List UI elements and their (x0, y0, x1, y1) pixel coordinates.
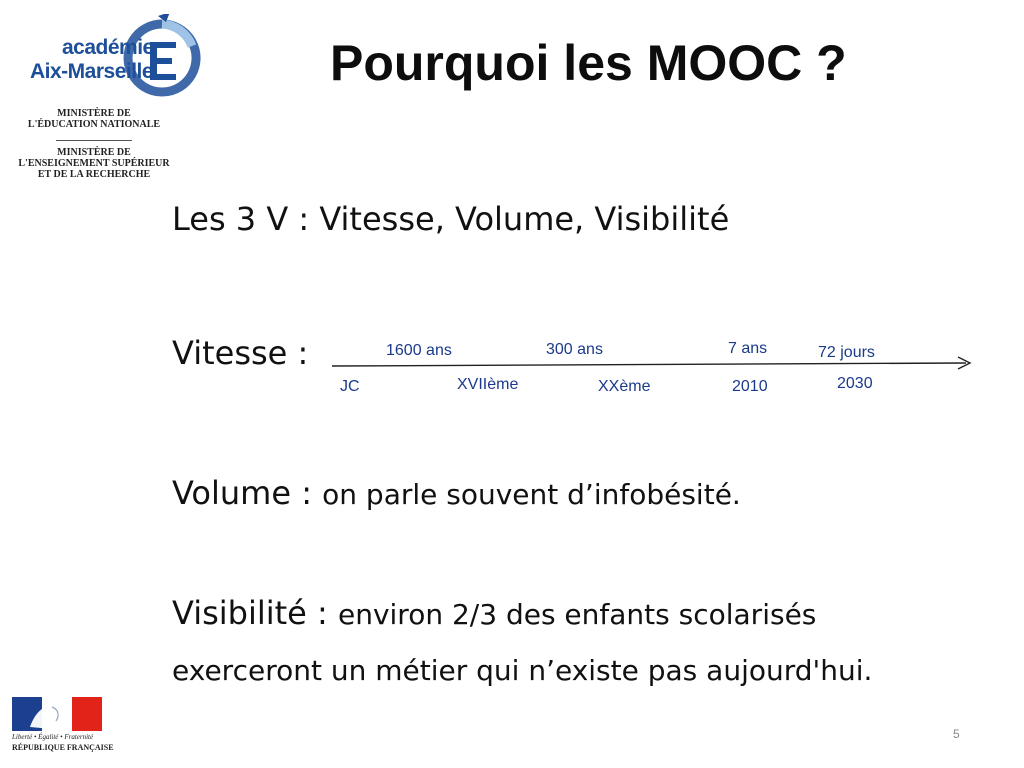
ministere-ens-line2: L'ENSEIGNEMENT SUPÉRIEUR (18, 158, 170, 169)
ministere-enseignement (10, 147, 178, 180)
timeline-below-label: JC (340, 378, 360, 395)
timeline-below-label: 2010 (732, 378, 768, 395)
volume-label: Volume : (172, 474, 323, 512)
timeline-above-label: 1600 ans (386, 342, 452, 359)
republique-name: RÉPUBLIQUE FRANÇAISE (12, 743, 114, 752)
ministere-divider (56, 140, 132, 141)
vitesse-label: Vitesse : (172, 334, 309, 372)
timeline-below-label: XVIIème (457, 376, 519, 393)
timeline-above-label: 72 jours (818, 344, 875, 361)
republique-francaise-logo (12, 697, 114, 753)
aix-marseille-text: Aix-Marseille (30, 60, 154, 83)
timeline-below-label: 2030 (837, 375, 873, 392)
slide-number: 5 (953, 727, 960, 741)
visibilite-text2: exerceront un métier qui n’existe pas aujourd'hui. (172, 654, 873, 687)
visibilite-text1: environ 2/3 des enfants scolarisés (337, 598, 817, 631)
academie-text: académie (62, 36, 154, 59)
slide-title: Pourquoi les MOOC ? (330, 35, 847, 91)
timeline-above-label: 300 ans (546, 341, 603, 358)
timeline-axis (332, 363, 966, 366)
visibilite-label: Visibilité : (172, 594, 338, 632)
timeline-above-label: 7 ans (728, 340, 768, 357)
ministere-education-line2: L'ÉDUCATION NATIONALE (27, 119, 161, 130)
vitesse-timeline (330, 330, 980, 400)
visibilite-line (172, 594, 816, 632)
ministere-ens-line3: ET DE LA RECHERCHE (37, 169, 151, 180)
ministere-education (14, 108, 174, 130)
three-v-heading: Les 3 V : Vitesse, Volume, Visibilité (172, 200, 730, 238)
marianne-flag-icon (12, 697, 102, 731)
republique-motto: Liberté • Égalité • Fraternité (12, 733, 94, 741)
academie-logo (10, 8, 200, 104)
timeline-below-label: XXème (598, 378, 651, 395)
ministere-education-line1: MINISTÈRE DE (57, 108, 131, 119)
volume-line (172, 474, 741, 512)
volume-text: on parle souvent d’infobésité. (322, 478, 741, 511)
ministere-ens-line1: MINISTÈRE DE (57, 147, 131, 158)
